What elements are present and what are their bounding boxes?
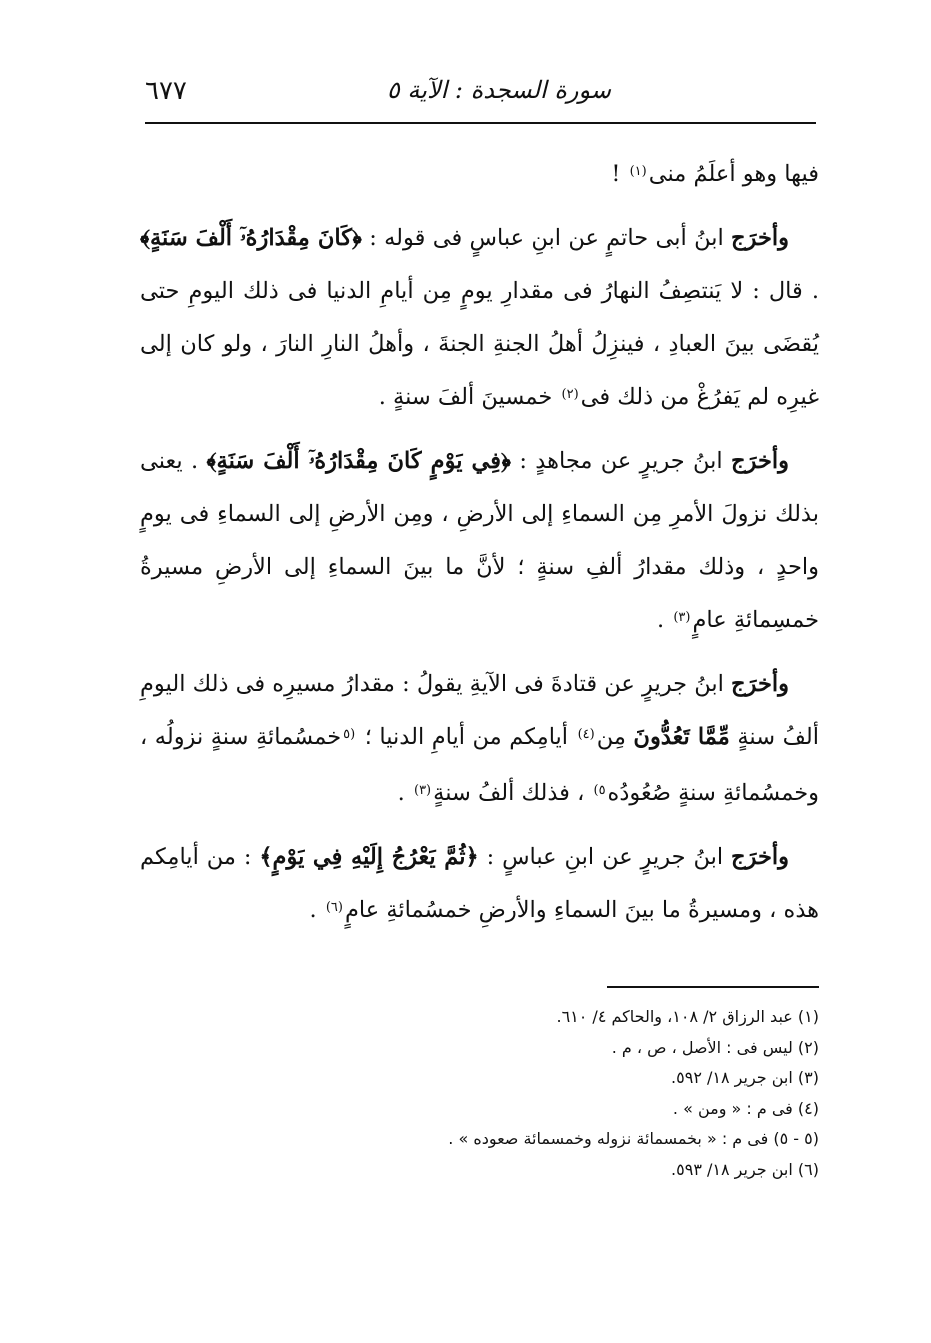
header-rule [145, 122, 816, 124]
footnote: (٦) ابن جرير ١٨/ ٥٩٣. [671, 1159, 819, 1179]
paragraph [140, 212, 819, 427]
paragraph-text: . قال : لا يَنتصِفُ النهارُ فى مقدارِ يومٍ مِن أيامِ الدنيا فى ذلك اليومِ حتى يُقضَى بينَ العبادِ ، فينزِلُ أهلُ الجنةِ الجنةَ ، وأهلُ النارِ النارَ ، ولو كان إلى غيرِه لم يَفرُغْ من ذلك فى [140, 278, 819, 410]
footnote: (٣) ابن جرير ١٨/ ٥٩٢. [671, 1068, 819, 1087]
paragraph-text: ! [611, 161, 628, 187]
paragraph-text: : من أيامِكم هذه ، ومسيرةُ ما بينَ السماءِ والأرضِ خمسُمائةِ عامٍ [140, 844, 819, 923]
paragraph-lead-word: وأخرَج [731, 671, 789, 697]
paragraph-lead-word: وأخرَج [731, 225, 789, 251]
main-text [140, 148, 819, 948]
paragraph-text: . يعنى بذلك نزولَ الأمرِ مِن السماءِ إلى الأرضِ ، ومِن الأرضِ إلى السماءِ فى يومٍ واحدٍ ، وذلك مقدارُ ألفِ سنةٍ ؛ لأنَّ ما بينَ السماءِ إلى الأرضِ مسيرةُ خمسِمائةِ عامٍ [140, 448, 819, 633]
paragraph-text: . [397, 780, 412, 806]
quran-quote: مِّمَّا تَعُدُّونَ [633, 724, 730, 750]
paragraph [140, 658, 819, 823]
footnotes [300, 1002, 819, 1185]
paragraph-text: ابنُ أبى حاتمٍ عن ابنِ عباسٍ فى قوله : [361, 225, 732, 251]
footnote-marker: ٥) [593, 783, 606, 798]
footnote-marker: (٣) [413, 783, 432, 798]
paragraph-text: . [309, 897, 324, 923]
paragraph-text: مِن [596, 724, 634, 750]
paragraph-text: ابنُ جريرٍ عن ابنِ عباسٍ : [478, 844, 732, 870]
footnote: (٢) ليس فى : الأصل ، ص ، م . [611, 1037, 819, 1057]
paragraph [140, 435, 819, 650]
running-title: سورة السجدة : الآية ٥ [386, 76, 611, 104]
footnote-marker: (٢) [561, 387, 579, 402]
paragraph-text: ابنُ جريرٍ عن مجاهدٍ : [510, 448, 732, 474]
footnote-separator [607, 986, 819, 988]
paragraph-text: . [657, 607, 672, 633]
quran-quote: ﴿ثُمَّ يَعْرُجُ إِلَيْهِ فِي يَوْمٍ﴾ [259, 844, 479, 870]
paragraph-text: فيها وهو أعلَمُ منى [648, 161, 819, 187]
footnote: (١) عبد الرزاق ٢/ ١٠٨، والحاكم ٤/ ٦١٠. [556, 1007, 819, 1026]
paragraph [140, 831, 819, 940]
paragraph [140, 148, 819, 204]
paragraph-lead-word: وأخرَج [731, 844, 789, 870]
paragraph-text: خمسينَ ألفَ سنةٍ . [378, 384, 560, 410]
footnote-marker: (٦) [325, 900, 343, 915]
footnote-marker: (٤) [577, 727, 595, 742]
footnote-marker: (٥ [343, 727, 356, 742]
footnote: (٥ - ٥) فى م : « بخمسمائة نزوله وخمسمائة صعوده » . [448, 1129, 819, 1148]
footnote-marker: (١) [629, 164, 647, 179]
paragraph-lead-word: وأخرَج [731, 448, 789, 474]
paragraph-text: خمسُمائةِ سنةٍ نزولُه ، وخمسُمائةِ سنةٍ صُعُودُه [140, 724, 819, 806]
page-number: ٦٧٧ [145, 76, 187, 106]
footnote-marker: (٣) [673, 610, 691, 625]
page-header [145, 72, 816, 118]
paragraph-text: ابنُ جريرٍ عن قتادةَ فى الآيةِ يقولُ : مقدارُ مسيرِه فى ذلك اليومِ ألفُ سنةٍ [140, 671, 819, 750]
footnote: (٤) فى م : « ومن » . [672, 1098, 819, 1118]
quran-quote: ﴿فِي يَوْمٍ كَانَ مِقْدَارُهُۥٓ أَلْفَ سَنَةٍ﴾ [206, 448, 511, 474]
paragraph-text: ، فذلك ألفُ سنةٍ [433, 780, 592, 806]
quran-quote: ﴿كَانَ مِقْدَارُهُۥٓ أَلْفَ سَنَةٍ﴾ [140, 225, 362, 251]
paragraph-text: أيامِكم من أيامِ الدنيا ؛ [357, 724, 576, 750]
